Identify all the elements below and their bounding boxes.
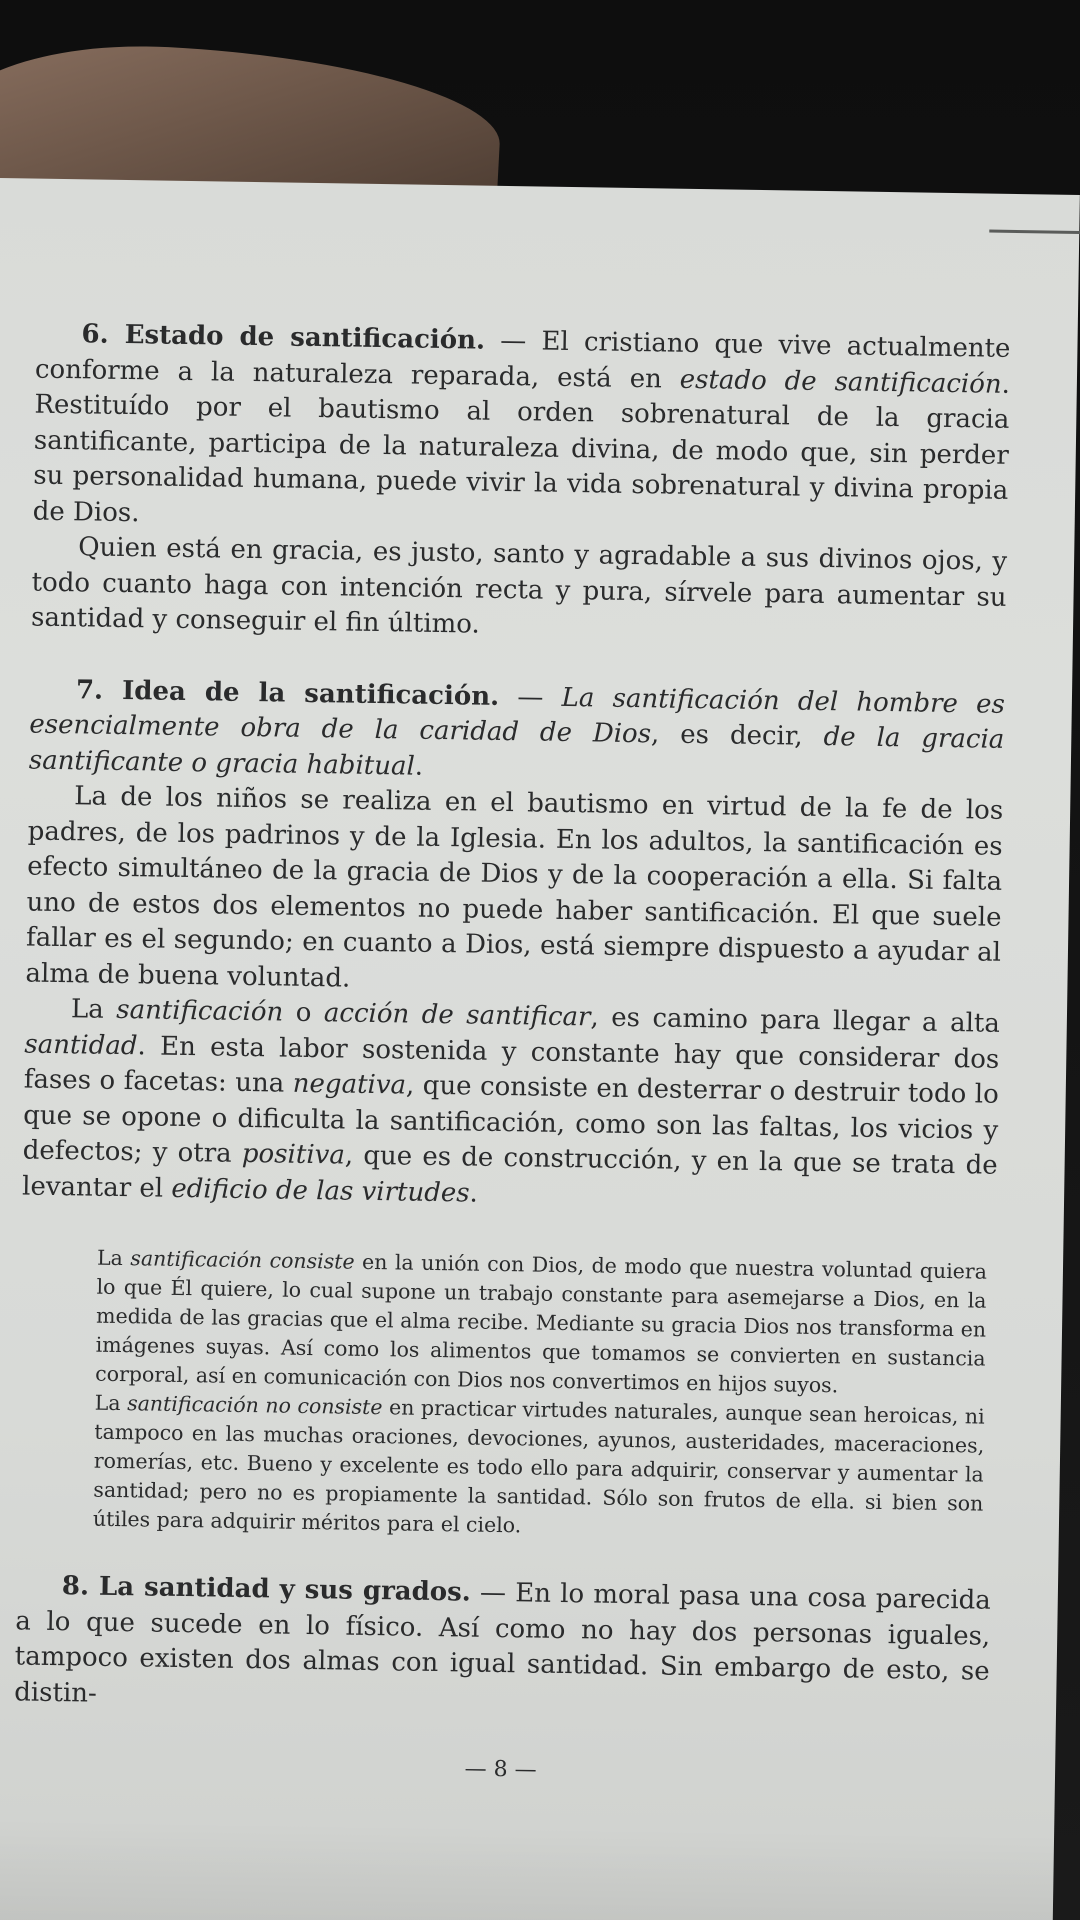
section-7-emphasis: santificación [115, 994, 284, 1028]
note-text: en practicar virtudes naturales, aunque sean heroicas, ni tampoco en las muchas oraciones, devociones, ayunos, austeridades, maceraciones, romerías, etc. Bueno y excelente es todo ello para adquirir, conservar y aumentar la santidad; pero no es propiamente la santidad. Sólo son frutos de ella. si bien son útiles para adquirir méritos para el cielo. [92, 1395, 985, 1538]
section-7-emphasis: santidad [24, 1028, 138, 1061]
section-7-emphasis: La santificación del hombre es esencialmente obra de la caridad de Dios [29, 682, 1006, 750]
section-7-emphasis: de la gracia santificante o gracia habitual [28, 722, 1005, 782]
section-7-heading: 7. Idea de la santificación. [75, 674, 500, 712]
section-7-text: La [70, 994, 117, 1025]
note-paragraph-1 [95, 1244, 987, 1403]
note-paragraph-2 [93, 1389, 985, 1548]
section-7-paragraph-3 [22, 991, 1000, 1219]
section-7-text: . [414, 751, 424, 782]
section-7-emphasis: acción de santificar [323, 998, 591, 1033]
section-7-emphasis: edificio de las virtudes [171, 1173, 470, 1208]
page-body [13, 317, 1011, 1796]
section-7-emphasis: negativa [292, 1068, 407, 1101]
section-6-text: — El cristiano que vive actualmente conforme a la naturaleza reparada, está en [34, 325, 1011, 395]
section-7-emphasis: positiva [241, 1138, 346, 1171]
note-emphasis: santificación no consiste [126, 1391, 383, 1420]
section-6-paragraph-1 [32, 317, 1010, 545]
section-6-heading: 6. Estado de santificación. [81, 319, 486, 356]
section-7-text: . [469, 1178, 479, 1209]
section-6-paragraph-2: Quien está en gracia, es justo, santo y agradable a sus divinos ojos, y todo cuanto haga con intención recta y pura, sírvele para aumentar su santidad y conseguir el fin último. [30, 532, 1008, 640]
section-6-text: . Restituído por el bautismo al orden sobrenatural de la gracia santificante, participa de la naturaleza divina, de modo que, sin perder su personalidad humana, puede vivir la vida sobrenatural y divina propia de Dios. [32, 369, 1011, 528]
note-emphasis: santificación consiste [130, 1246, 355, 1274]
section-7-text: , que consiste en desterrar o destruir todo lo que se opone o dificulta la santificación, como son las faltas, los vicios y defectos; y otra [22, 1070, 999, 1169]
section-7-note-block [93, 1244, 987, 1548]
book-page [0, 178, 1080, 1920]
page-top-rule [989, 230, 1080, 235]
section-8-heading: 8. La santidad y sus grados. [61, 1571, 472, 1608]
section-7-text: , que es de construcción, y en la que se trata de levantar el [21, 1140, 998, 1204]
section-7-text: — [498, 681, 562, 713]
note-text: La [96, 1245, 131, 1271]
section-7-text: , es decir, [650, 719, 824, 753]
note-text: La [94, 1390, 128, 1416]
section-8-paragraph-1 [14, 1568, 991, 1725]
page-number: — 8 — [464, 1756, 537, 1783]
section-7-text: o [283, 997, 325, 1029]
section-7-paragraph-2: La de los niños se realiza en el bautismo en virtud de la fe de los padres, de los padrinos y de la Iglesia. En los adultos, la santificación es efecto simultáneo de la gracia de Dios y de la cooperación a ella. Si falta uno de estos dos elementos no puede haber santificación. El que suele fallar es el segundo; en cuanto a Dios, está siempre dispuesto a ayudar al alma de buena voluntad. [25, 781, 1004, 994]
section-6-emphasis: estado de santificación [679, 364, 1002, 400]
section-7-paragraph-1 [29, 672, 1006, 794]
section-8-text: — En lo moral pasa una cosa parecida a lo que sucede en lo físico. Así como no hay dos personas iguales, tampoco existen dos almas con igual santidad. Sin embargo de esto, se distin- [13, 1577, 992, 1709]
section-7-text: . En esta labor sostenida y constante hay que considerar dos fases o facetas: una [23, 1030, 1000, 1099]
section-7-text: , es camino para llegar a alta [590, 1002, 1001, 1039]
note-text: en la unión con Dios, de modo que nuestra voluntad quiera lo que Él quiere, lo cual supone un trabajo constante para asemejarse a Dios, en la medida de las gracias que el alma recibe. Mediante su gracia Dios nos transforma en imágenes suyas. Así como los alimentos que tomamos se convierten en sustancia corporal, así en comunicación con Dios nos convertimos en hijos suyos. [95, 1249, 988, 1398]
